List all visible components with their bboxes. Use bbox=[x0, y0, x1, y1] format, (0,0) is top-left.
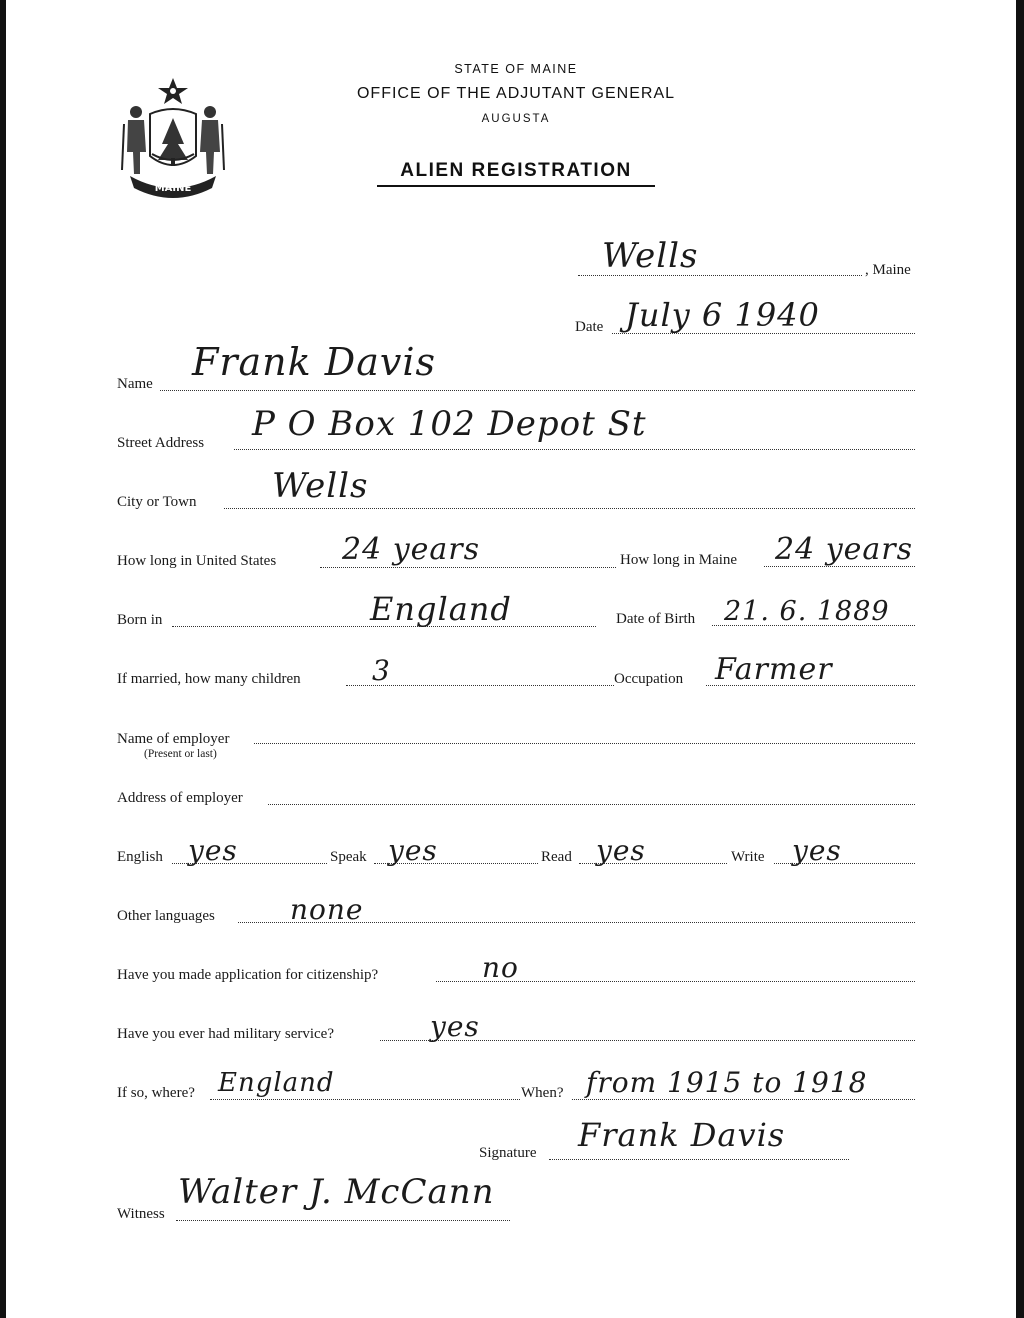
header-office: OFFICE OF THE ADJUTANT GENERAL bbox=[356, 85, 676, 102]
employer-name-line bbox=[254, 743, 915, 744]
employer-name-sublabel: (Present or last) bbox=[144, 748, 217, 760]
street-address-line bbox=[234, 449, 915, 450]
citizenship-label: Have you made application for citizenship? bbox=[117, 967, 379, 983]
read-label: Read bbox=[541, 849, 572, 865]
witness-line bbox=[176, 1220, 510, 1221]
how-long-maine-value: 24 years bbox=[775, 532, 914, 567]
signature-line bbox=[549, 1159, 849, 1160]
where-label: If so, where? bbox=[117, 1085, 195, 1101]
name-label: Name bbox=[117, 376, 153, 392]
military-label: Have you ever had military service? bbox=[117, 1026, 334, 1042]
employer-name-label: Name of employer bbox=[117, 731, 230, 747]
form-title: ALIEN REGISTRATION bbox=[400, 160, 632, 181]
date-label: Date bbox=[575, 319, 604, 335]
born-in-value: England bbox=[370, 590, 512, 628]
title-underline bbox=[377, 185, 655, 187]
how-long-maine-label: How long in Maine bbox=[620, 552, 738, 568]
speak-value: yes bbox=[388, 834, 438, 867]
children-value: 3 bbox=[372, 654, 391, 687]
seal-banner-text: MAINE bbox=[154, 183, 192, 194]
how-long-us-label: How long in United States bbox=[117, 553, 277, 569]
street-address-value: P O Box 102 Depot St bbox=[252, 404, 647, 444]
other-languages-label: Other languages bbox=[117, 908, 215, 924]
witness-label: Witness bbox=[117, 1206, 165, 1222]
occupation-label: Occupation bbox=[614, 671, 684, 687]
city-line bbox=[224, 508, 915, 509]
read-value: yes bbox=[596, 834, 646, 867]
header-state: STATE OF MAINE bbox=[454, 62, 578, 76]
how-long-us-line bbox=[320, 567, 616, 568]
street-address-label: Street Address bbox=[117, 435, 205, 451]
speak-label: Speak bbox=[330, 849, 367, 865]
date-of-birth-label: Date of Birth bbox=[616, 611, 696, 627]
scan-edge-right bbox=[1016, 0, 1024, 1318]
when-label: When? bbox=[521, 1085, 564, 1101]
name-line bbox=[160, 390, 915, 391]
date-of-birth-value: 21. 6. 1889 bbox=[724, 596, 890, 627]
witness-signature: Walter J. McCann bbox=[178, 1172, 495, 1212]
where-line bbox=[210, 1099, 520, 1100]
write-label: Write bbox=[731, 849, 765, 865]
header-city: AUGUSTA bbox=[481, 113, 551, 125]
employer-address-line bbox=[268, 804, 915, 805]
where-value: England bbox=[218, 1068, 335, 1098]
signature-label: Signature bbox=[479, 1145, 537, 1161]
city-value: Wells bbox=[272, 466, 369, 506]
military-value: yes bbox=[430, 1010, 480, 1043]
town-value: Wells bbox=[602, 236, 699, 276]
citizenship-value: no bbox=[482, 951, 519, 984]
when-line bbox=[572, 1099, 915, 1100]
scan-edge-left bbox=[0, 0, 6, 1318]
date-value: July 6 1940 bbox=[625, 296, 820, 334]
city-label: City or Town bbox=[117, 494, 197, 510]
write-value: yes bbox=[792, 834, 842, 867]
other-languages-value: none bbox=[290, 893, 364, 926]
when-value: from 1915 to 1918 bbox=[586, 1066, 868, 1099]
signature-value: Frank Davis bbox=[578, 1116, 786, 1154]
born-in-label: Born in bbox=[117, 612, 163, 628]
children-label: If married, how many children bbox=[117, 671, 301, 687]
english-value: yes bbox=[188, 834, 238, 867]
how-long-us-value: 24 years bbox=[342, 532, 481, 567]
name-value: Frank Davis bbox=[192, 340, 437, 384]
english-label: English bbox=[117, 849, 163, 865]
employer-address-label: Address of employer bbox=[117, 790, 243, 806]
occupation-value: Farmer bbox=[715, 652, 833, 687]
town-suffix: , Maine bbox=[865, 262, 911, 278]
